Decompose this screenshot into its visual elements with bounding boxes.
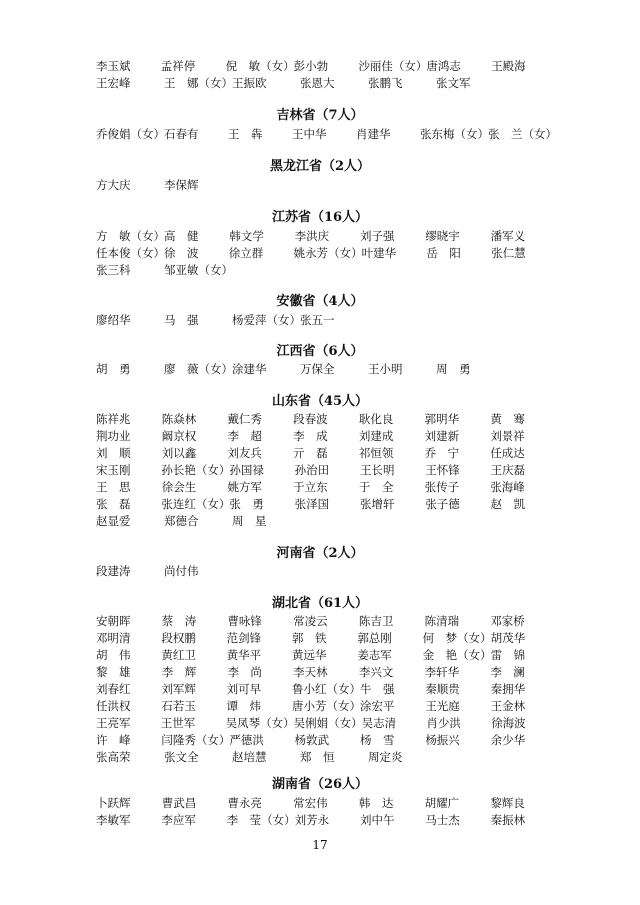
name: 赵显爱 xyxy=(96,514,131,528)
name: 严德洪 xyxy=(229,733,264,747)
name-row xyxy=(96,732,556,749)
name: 杨爱萍（女） xyxy=(232,313,301,327)
name: 廖绍华 xyxy=(96,313,131,327)
name: 周 勇 xyxy=(436,362,471,376)
name: 黄 骞 xyxy=(490,412,525,426)
name: 邓家桥 xyxy=(490,614,525,628)
name: 黄华平 xyxy=(226,648,262,662)
name: 李 莹（女） xyxy=(226,813,296,827)
name: 许 峰 xyxy=(96,733,131,747)
name: 邹亚敏（女） xyxy=(164,263,233,277)
name: 刘建新 xyxy=(424,429,460,443)
name: 蔡 涛 xyxy=(161,614,197,628)
name: 雷 锦 xyxy=(490,648,526,662)
name-row xyxy=(96,75,556,92)
name: 陈焱林 xyxy=(161,412,197,426)
name: 缪晓宇 xyxy=(425,229,460,243)
name: 李洪庆 xyxy=(294,229,330,243)
name: 卜跃辉 xyxy=(96,796,131,810)
name: 胡茂华 xyxy=(490,631,526,645)
section-heading-anhui: 安徽省（4人） xyxy=(276,294,364,309)
name: 王振欧 xyxy=(232,76,267,90)
name: 乔俊娟（女） xyxy=(96,127,165,141)
name: 韩文学 xyxy=(229,229,264,243)
name: 李敏军 xyxy=(96,813,131,827)
name: 任成达 xyxy=(490,446,525,460)
name: 曹永亮 xyxy=(227,796,262,810)
name: 王中华 xyxy=(292,127,327,141)
name: 黄远华 xyxy=(291,648,327,662)
name: 李 辉 xyxy=(161,665,197,679)
name: 胡 勇 xyxy=(96,362,131,376)
name: 刘建成 xyxy=(358,429,394,443)
section-heading-hunan: 湖南省（26人） xyxy=(271,777,369,792)
name: 彭小勃 xyxy=(293,59,329,73)
name: 姚方军 xyxy=(227,480,262,494)
name: 马 强 xyxy=(164,313,199,327)
name: 王长明 xyxy=(359,463,395,477)
name: 常凌云 xyxy=(293,614,328,628)
name-row xyxy=(96,445,556,462)
name: 吴凤琴（女） xyxy=(225,716,295,730)
name: 黎辉良 xyxy=(490,796,525,810)
name: 孙治田 xyxy=(294,463,330,477)
name-row xyxy=(96,262,556,279)
name: 安朝晖 xyxy=(96,614,131,628)
name: 耿化良 xyxy=(358,412,394,426)
name-list-jiangsu xyxy=(96,228,556,279)
name: 孙国禄 xyxy=(229,463,264,477)
name: 张三科 xyxy=(96,263,131,277)
name: 王亮军 xyxy=(96,716,131,730)
name-row xyxy=(96,479,556,496)
name: 张增轩 xyxy=(359,497,395,511)
name: 张五一 xyxy=(300,313,335,327)
name: 吴俐娟（女） xyxy=(293,716,363,730)
section-heading-heilongjiang: 黑龙江省（2人） xyxy=(269,159,371,174)
name: 荆功业 xyxy=(96,429,131,443)
name: 闫隆秀（女） xyxy=(161,733,231,747)
name: 肖建华 xyxy=(356,127,391,141)
name: 唐鸿志 xyxy=(426,59,461,73)
name: 戴仁秀 xyxy=(227,412,262,426)
name: 乔 宁 xyxy=(424,446,460,460)
name: 刘子强 xyxy=(359,229,395,243)
name: 于立东 xyxy=(293,480,328,494)
name: 马士杰 xyxy=(425,813,460,827)
name: 叶建华 xyxy=(361,246,397,260)
name: 姜志军 xyxy=(357,648,392,662)
name: 张 磊 xyxy=(96,497,131,511)
name: 尚付伟 xyxy=(164,564,199,578)
name: 王庆磊 xyxy=(490,463,526,477)
name: 郭明华 xyxy=(424,412,460,426)
name: 李 超 xyxy=(227,429,262,443)
name: 张泽国 xyxy=(294,497,330,511)
name-row xyxy=(96,647,556,664)
name: 李兴文 xyxy=(358,665,394,679)
name: 亓 磊 xyxy=(293,446,328,460)
name: 王 犇 xyxy=(228,127,263,141)
section-heading-jiangsu: 江苏省（16人） xyxy=(271,210,369,225)
name: 张海峰 xyxy=(490,480,525,494)
name: 郭总刚 xyxy=(357,631,392,645)
name: 邓明清 xyxy=(96,631,131,645)
name: 刘中午 xyxy=(359,813,395,827)
name: 秦拥华 xyxy=(490,682,526,696)
name: 李应军 xyxy=(161,813,196,827)
name: 肖少洪 xyxy=(426,716,461,730)
name: 胡耀广 xyxy=(424,796,460,810)
name: 杨敦武 xyxy=(294,733,330,747)
name: 鲁小红（女） xyxy=(291,682,361,696)
section-heading-jiangxi: 江西省（6人） xyxy=(276,344,364,359)
name-row xyxy=(96,630,556,647)
name-list-hunan xyxy=(96,795,556,829)
name: 徐 波 xyxy=(164,246,199,260)
name: 王 娜（女） xyxy=(164,76,233,90)
name-list-jilin xyxy=(96,126,556,143)
name-row xyxy=(96,462,556,479)
name: 韩 达 xyxy=(358,796,394,810)
name: 徐立群 xyxy=(228,246,264,260)
name: 曹武昌 xyxy=(161,796,197,810)
section-heading-jilin: 吉林省（7人） xyxy=(276,108,364,123)
name-row xyxy=(96,513,556,530)
name: 张鹏飞 xyxy=(368,76,403,90)
name-list-anhui xyxy=(96,312,556,329)
name: 常宏伟 xyxy=(293,796,328,810)
name: 秦振林 xyxy=(490,813,526,827)
name: 宋玉刚 xyxy=(96,463,131,477)
name: 张仁慧 xyxy=(491,246,526,260)
name: 吴志清 xyxy=(361,716,397,730)
section-heading-hubei: 湖北省（61人） xyxy=(271,596,369,611)
name: 刘军辉 xyxy=(161,682,196,696)
name-row xyxy=(96,411,556,428)
name: 牛 强 xyxy=(359,682,395,696)
name: 徐海波 xyxy=(491,716,526,730)
name: 祁恒领 xyxy=(358,446,394,460)
name: 陈清瑞 xyxy=(424,614,460,628)
name: 段权鹏 xyxy=(161,631,196,645)
name-row xyxy=(96,795,556,812)
name: 杨振兴 xyxy=(425,733,460,747)
name: 何 梦（女） xyxy=(422,631,492,645)
name: 周 星 xyxy=(232,514,267,528)
name: 张传子 xyxy=(424,480,460,494)
name: 王金林 xyxy=(490,699,526,713)
name: 万保全 xyxy=(300,362,335,376)
name-row xyxy=(96,245,556,262)
name: 涂建华 xyxy=(232,362,267,376)
name: 段建涛 xyxy=(96,564,131,578)
name: 陈吉卫 xyxy=(358,614,394,628)
name-row xyxy=(96,563,556,580)
name: 周定炎 xyxy=(368,750,403,764)
name: 刘友兵 xyxy=(227,446,262,460)
name: 杨 雪 xyxy=(359,733,395,747)
name: 张连红（女） xyxy=(161,497,231,511)
name: 张文全 xyxy=(164,750,199,764)
name-list-heilongjiang xyxy=(96,177,556,194)
name: 石春有 xyxy=(164,127,199,141)
name: 姚永芳（女） xyxy=(293,246,363,260)
name: 孟祥停 xyxy=(160,59,196,73)
name: 张恩大 xyxy=(300,76,335,90)
name: 王宏峰 xyxy=(96,76,131,90)
name: 高 健 xyxy=(164,229,199,243)
name: 王 思 xyxy=(96,480,131,494)
page-number: 17 xyxy=(312,838,328,852)
name: 岳 阳 xyxy=(426,246,461,260)
name: 唐小芳（女） xyxy=(291,699,361,713)
name-row xyxy=(96,126,556,143)
name: 刘 顺 xyxy=(96,446,131,460)
name: 余少华 xyxy=(490,733,526,747)
name: 谭 炜 xyxy=(226,699,262,713)
section-heading-henan: 河南省（2人） xyxy=(276,546,364,561)
name: 曹咏锋 xyxy=(227,614,262,628)
name: 黎 雄 xyxy=(96,665,131,679)
name-row xyxy=(96,58,556,75)
section-heading-shandong: 山东省（45人） xyxy=(271,394,369,409)
name: 郑德合 xyxy=(164,514,199,528)
name-list-hubei xyxy=(96,613,556,766)
name: 倪 敏（女） xyxy=(225,59,295,73)
name: 黄红卫 xyxy=(161,648,196,662)
name-list-continued xyxy=(96,58,556,92)
name: 李玉斌 xyxy=(96,59,131,73)
name-list-shandong xyxy=(96,411,556,530)
name-row xyxy=(96,312,556,329)
name-row xyxy=(96,613,556,630)
name: 张文军 xyxy=(436,76,471,90)
name: 赵 凯 xyxy=(490,497,526,511)
name: 范剑锋 xyxy=(226,631,262,645)
name: 李保辉 xyxy=(164,178,199,192)
name: 张东梅（女） xyxy=(420,127,489,141)
name: 张 勇 xyxy=(229,497,264,511)
name-row xyxy=(96,228,556,245)
name: 张高荣 xyxy=(96,750,131,764)
name-row xyxy=(96,698,556,715)
name-row xyxy=(96,428,556,445)
name: 赵培慧 xyxy=(232,750,267,764)
name: 廖 薇（女） xyxy=(164,362,233,376)
name: 任本俊（女） xyxy=(96,246,165,260)
name: 胡 伟 xyxy=(96,648,131,662)
name: 潘军义 xyxy=(490,229,526,243)
name: 郭 铁 xyxy=(291,631,327,645)
name: 刘景祥 xyxy=(490,429,525,443)
name-list-jiangxi xyxy=(96,361,556,378)
name: 徐会生 xyxy=(161,480,197,494)
name: 刘芳永 xyxy=(294,813,330,827)
name: 李 澜 xyxy=(490,665,525,679)
name: 孙长艳（女） xyxy=(161,463,231,477)
name: 王世军 xyxy=(160,716,196,730)
name: 阚京权 xyxy=(161,429,197,443)
name: 刘春红 xyxy=(96,682,131,696)
name-row xyxy=(96,715,556,732)
name: 王怀锋 xyxy=(425,463,460,477)
name: 李天林 xyxy=(293,665,328,679)
name: 石若玉 xyxy=(161,699,196,713)
name: 沙丽佳（女） xyxy=(358,59,428,73)
name-row xyxy=(96,664,556,681)
name: 王光庭 xyxy=(425,699,460,713)
name: 刘可早 xyxy=(226,682,262,696)
name-row xyxy=(96,812,556,829)
name: 陈祥兆 xyxy=(96,412,131,426)
name: 张子德 xyxy=(425,497,460,511)
name: 王小明 xyxy=(368,362,403,376)
name-row xyxy=(96,361,556,378)
name-list-henan xyxy=(96,563,556,580)
name-row xyxy=(96,496,556,513)
name: 方 敏（女） xyxy=(96,229,165,243)
name: 张 兰（女） xyxy=(488,127,557,141)
name-row xyxy=(96,177,556,194)
name: 李轩华 xyxy=(424,665,460,679)
name: 郑 恒 xyxy=(300,750,335,764)
name: 王殿海 xyxy=(491,59,526,73)
name: 于 全 xyxy=(358,480,394,494)
name: 秦顺贵 xyxy=(425,682,460,696)
name-row xyxy=(96,681,556,698)
name: 涂宏平 xyxy=(359,699,395,713)
name: 金 艳（女） xyxy=(422,648,492,662)
name: 李 成 xyxy=(293,429,328,443)
name: 刘以鑫 xyxy=(161,446,197,460)
name: 李 尚 xyxy=(227,665,262,679)
name: 段春波 xyxy=(293,412,328,426)
name: 任洪权 xyxy=(96,699,131,713)
name-row xyxy=(96,749,556,766)
name: 方大庆 xyxy=(96,178,131,192)
